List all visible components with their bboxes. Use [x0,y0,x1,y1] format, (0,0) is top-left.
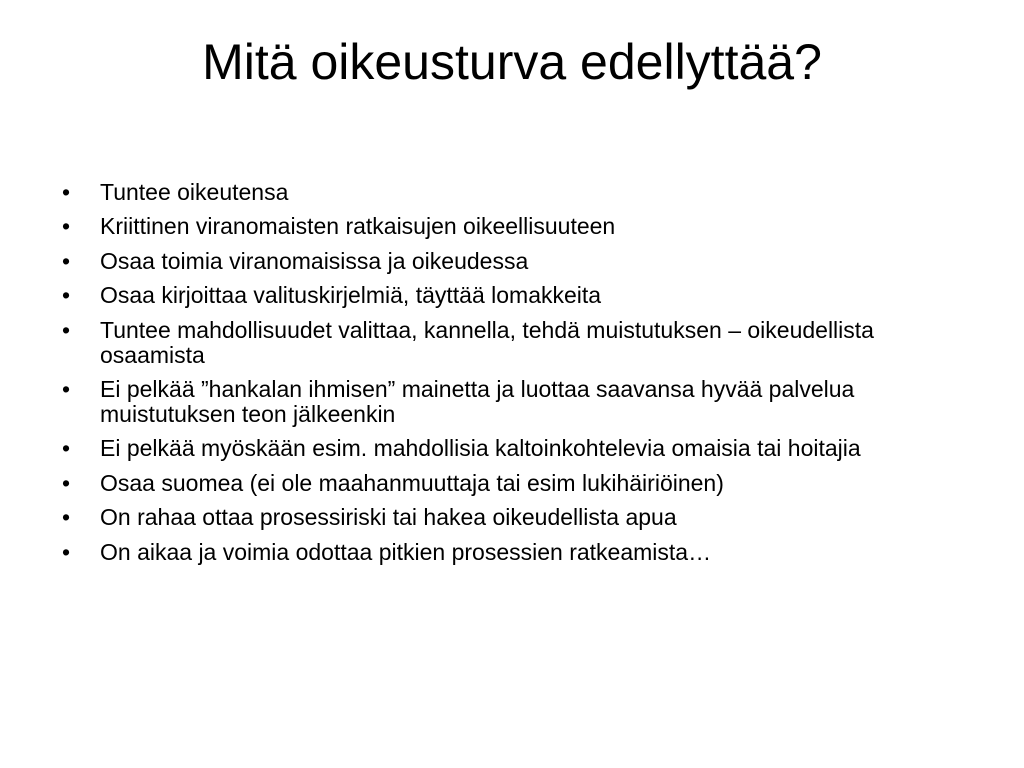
bullet-marker: • [62,435,71,462]
bullet-marker: • [62,469,71,496]
bullet-text: Osaa toimia viranomaisissa ja oikeudessa [100,247,529,274]
bullet-text: Ei pelkää ”hankalan ihmisen” mainetta ja luottaa saavansa hyvää palvelua muistutuksen teon jälkeenkin [100,375,855,427]
slide-title: Mitä oikeusturva edellyttää? [202,34,822,90]
bullet-marker: • [62,179,71,205]
bullet-marker: • [62,375,71,402]
bullet-marker: • [62,504,71,531]
bullet-item [62,436,962,461]
bullet-item [62,249,962,274]
bullet-item [62,471,962,496]
bullet-item [62,505,962,530]
bullet-text: On aikaa ja voimia odottaa pitkien prosessien ratkeamista… [100,538,712,565]
bullet-marker: • [62,316,71,343]
bullet-item [62,180,962,205]
bullet-item [62,318,962,368]
bullet-text: Osaa kirjoittaa valituskirjelmiä, täyttää lomakkeita [100,282,602,309]
bullet-item [62,283,962,308]
bullet-item [62,540,962,565]
bullet-marker: • [62,282,71,309]
bullet-text: Tuntee mahdollisuudet valittaa, kannella, tehdä muistutuksen – oikeudellista osaamista [100,316,874,368]
bullet-item [62,377,962,427]
bullet-marker: • [62,538,71,565]
bullet-marker: • [62,213,71,240]
bullet-marker: • [62,247,71,274]
bullet-text: Kriittinen viranomaisten ratkaisujen oikeellisuuteen [100,213,616,240]
bullet-list [62,180,962,574]
bullet-text: Tuntee oikeutensa [100,179,289,205]
bullet-text: Osaa suomea (ei ole maahanmuuttaja tai esim lukihäiriöinen) [100,469,724,496]
bullet-item [62,214,962,239]
bullet-text: On rahaa ottaa prosessiriski tai hakea oikeudellista apua [100,504,677,531]
bullet-text: Ei pelkää myöskään esim. mahdollisia kaltoinkohtelevia omaisia tai hoitajia [100,435,861,462]
